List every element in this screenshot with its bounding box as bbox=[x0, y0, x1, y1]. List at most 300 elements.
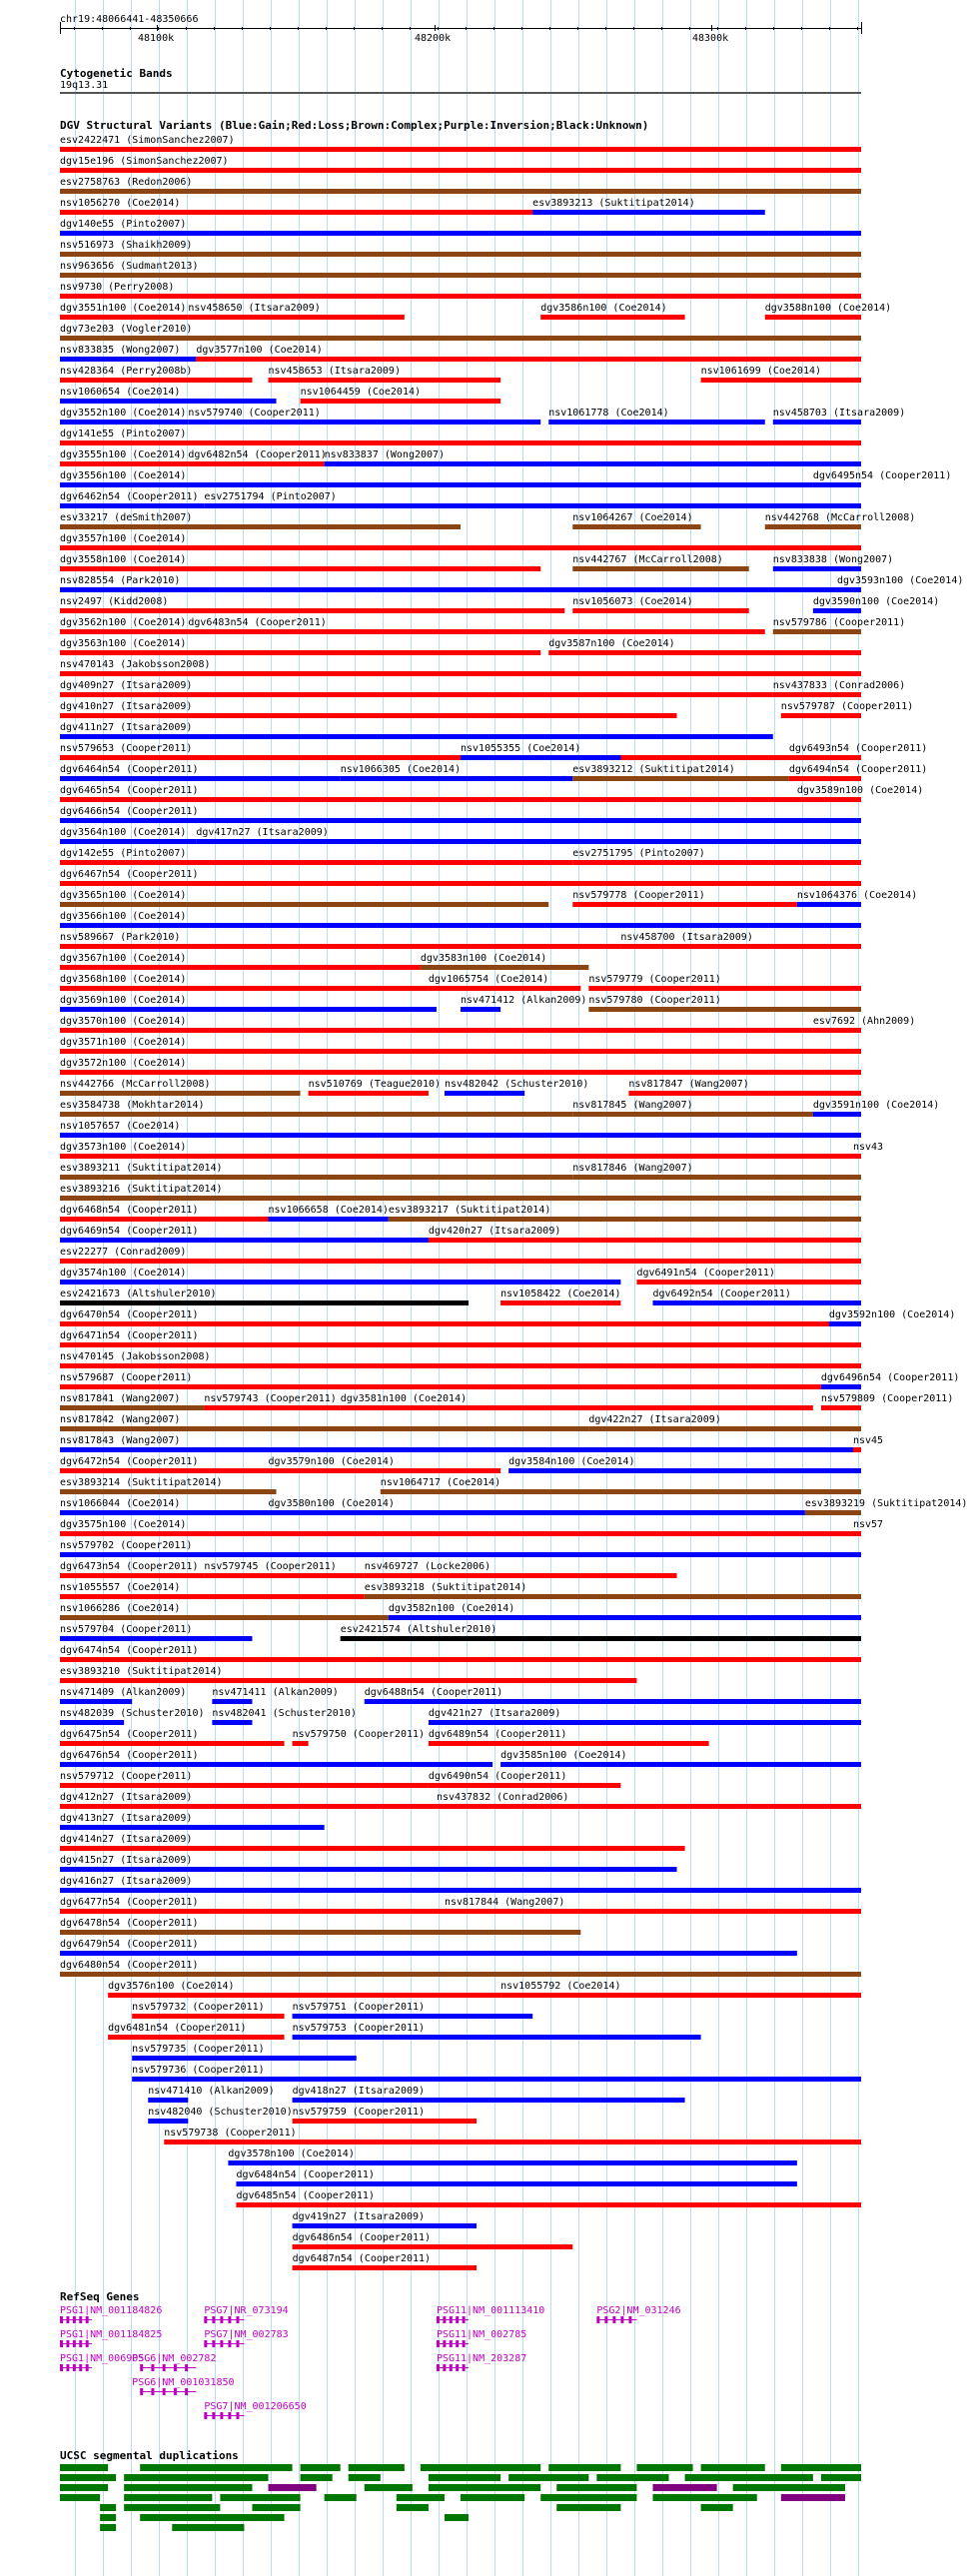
dgv-variant-label[interactable]: dgv3551n100 (Coe2014) bbox=[60, 303, 187, 314]
dgv-variant-label[interactable]: dgv417n27 (Itsara2009) bbox=[196, 827, 329, 838]
dgv-variant-label[interactable]: dgv3586n100 (Coe2014) bbox=[540, 303, 667, 314]
gene-exon bbox=[450, 2340, 453, 2347]
dgv-variant-label[interactable]: dgv6467n54 (Cooper2011) bbox=[60, 869, 199, 880]
gene-exon bbox=[450, 2364, 453, 2371]
dgv-variant-label[interactable]: nsv589667 (Park2010) bbox=[60, 932, 181, 943]
dgv-variant-label[interactable]: nsv442766 (McCarroll2008) bbox=[60, 1079, 211, 1090]
dgv-variant-label[interactable]: nsv2497 (Kidd2008) bbox=[60, 596, 169, 607]
dgv-variant-label[interactable]: dgv3579n100 (Coe2014) bbox=[268, 1456, 395, 1467]
dgv-variant-label[interactable]: dgv6489n54 (Cooper2011) bbox=[428, 1729, 567, 1740]
dgv-track-title[interactable]: DGV Structural Variants (Blue:Gain;Red:Loss;Brown:Complex;Purple:Inversion;Black:Unknown) bbox=[60, 119, 649, 132]
dgv-variant-label[interactable]: nsv817842 (Wang2007) bbox=[60, 1414, 181, 1425]
dgv-variant-label[interactable]: dgv3568n100 (Coe2014) bbox=[60, 974, 187, 985]
segdup-bar bbox=[556, 2504, 620, 2511]
dgv-variant-label[interactable]: dgv6470n54 (Cooper2011) bbox=[60, 1309, 199, 1320]
dgv-variant-bar bbox=[636, 1280, 861, 1285]
dgv-variant-bar bbox=[60, 902, 548, 907]
dgv-variant-label[interactable]: nsv579712 (Cooper2011) bbox=[60, 1771, 193, 1782]
segdup-bar bbox=[252, 2504, 300, 2511]
dgv-variant-bar bbox=[60, 315, 188, 320]
dgv-variant-label[interactable]: dgv140e55 (Pinto2007) bbox=[60, 219, 187, 230]
dgv-variant-label[interactable]: dgv414n27 (Itsara2009) bbox=[60, 1834, 193, 1845]
dgv-variant-label[interactable]: dgv3574n100 (Coe2014) bbox=[60, 1268, 187, 1279]
ruler-minor-tick bbox=[102, 27, 103, 30]
dgv-variant-label[interactable]: dgv6483n54 (Cooper2011) bbox=[188, 617, 327, 628]
dgv-variant-label[interactable]: dgv3572n100 (Coe2014) bbox=[60, 1058, 187, 1069]
dgv-variant-label[interactable]: esv2421673 (Altshuler2010) bbox=[60, 1288, 217, 1299]
dgv-variant-label[interactable]: dgv3564n100 (Coe2014) bbox=[60, 827, 187, 838]
dgv-variant-label[interactable]: dgv409n27 (Itsara2009) bbox=[60, 680, 193, 691]
dgv-variant-label[interactable]: esv2422471 (SimonSanchez2007) bbox=[60, 135, 235, 146]
gene-exon bbox=[628, 2316, 631, 2323]
dgv-variant-label[interactable]: nsv579702 (Cooper2011) bbox=[60, 1540, 193, 1551]
dgv-variant-label[interactable]: dgv3558n100 (Coe2014) bbox=[60, 554, 187, 565]
dgv-variant-bar bbox=[132, 2056, 357, 2061]
dgv-variant-label[interactable]: esv3893219 (Suktitipat2014) bbox=[804, 1498, 967, 1509]
dgv-variant-label[interactable]: nsv579780 (Cooper2011) bbox=[588, 995, 721, 1006]
dgv-variant-label[interactable]: nsv45 bbox=[852, 1435, 884, 1446]
dgv-variant-bar bbox=[132, 2014, 284, 2019]
dgv-variant-label[interactable]: nsv57 bbox=[852, 1519, 884, 1530]
dgv-variant-label[interactable]: nsv471412 (Alkan2009) bbox=[461, 995, 587, 1006]
dgv-variant-bar bbox=[789, 755, 861, 760]
refseq-gene-label[interactable]: PSG6|NM_002782 bbox=[132, 2353, 217, 2364]
gene-exon bbox=[228, 2412, 231, 2419]
segdup-bar bbox=[397, 2504, 429, 2511]
dgv-variant-label[interactable]: dgv415n27 (Itsara2009) bbox=[60, 1855, 193, 1866]
dgv-variant-label[interactable]: esv3893217 (Suktitipat2014) bbox=[388, 1205, 551, 1216]
dgv-variant-label[interactable]: esv3893214 (Suktitipat2014) bbox=[60, 1477, 223, 1488]
ruler-minor-tick bbox=[521, 27, 522, 30]
dgv-variant-label[interactable]: dgv6493n54 (Cooper2011) bbox=[788, 743, 928, 754]
dgv-variant-label[interactable]: nsv579653 (Cooper2011) bbox=[60, 743, 193, 754]
segdup-bar bbox=[100, 2514, 116, 2521]
dgv-variant-label[interactable]: nsv437833 (Conrad2006) bbox=[772, 680, 906, 691]
dgv-variant-label[interactable]: dgv3556n100 (Coe2014) bbox=[60, 470, 187, 481]
dgv-variant-label[interactable]: nsv833835 (Wong2007) bbox=[60, 345, 181, 356]
dgv-variant-label[interactable]: nsv817843 (Wang2007) bbox=[60, 1435, 181, 1446]
dgv-variant-label[interactable]: dgv3578n100 (Coe2014) bbox=[228, 2148, 355, 2159]
dgv-variant-label[interactable]: nsv1060654 (Coe2014) bbox=[60, 387, 181, 398]
dgv-variant-label[interactable]: dgv3576n100 (Coe2014) bbox=[108, 1981, 235, 1992]
dgv-variant-bar bbox=[60, 503, 204, 508]
dgv-variant-label[interactable]: dgv6472n54 (Cooper2011) bbox=[60, 1456, 199, 1467]
dgv-variant-label[interactable]: esv33217 (deSmith2007) bbox=[60, 512, 193, 523]
segdup-bar bbox=[325, 2494, 357, 2501]
dgv-variant-label[interactable]: dgv6488n54 (Cooper2011) bbox=[364, 1687, 503, 1698]
dgv-variant-label[interactable]: nsv428364 (Perry2008b) bbox=[60, 366, 193, 377]
cytoband-label: 19q13.31 bbox=[60, 80, 109, 91]
dgv-variant-label[interactable]: dgv6477n54 (Cooper2011) bbox=[60, 1897, 199, 1908]
dgv-variant-label[interactable]: dgv6484n54 (Cooper2011) bbox=[236, 2169, 375, 2180]
dgv-variant-label[interactable]: dgv6474n54 (Cooper2011) bbox=[60, 1645, 199, 1656]
dgv-variant-bar bbox=[60, 1238, 429, 1243]
dgv-variant-label[interactable]: nsv579687 (Cooper2011) bbox=[60, 1372, 193, 1383]
gene-exon bbox=[174, 2364, 177, 2371]
dgv-variant-bar bbox=[188, 315, 405, 320]
ruler-minor-tick bbox=[270, 27, 271, 30]
dgv-variant-bar bbox=[60, 1678, 636, 1683]
dgv-variant-label[interactable]: dgv6482n54 (Cooper2011) bbox=[188, 449, 327, 460]
dgv-variant-label[interactable]: dgv6481n54 (Cooper2011) bbox=[108, 2023, 247, 2034]
dgv-variant-label[interactable]: esv3893213 (Suktitipat2014) bbox=[532, 198, 695, 209]
dgv-variant-bar bbox=[813, 608, 861, 613]
dgv-variant-bar bbox=[148, 2098, 188, 2103]
dgv-variant-bar bbox=[60, 965, 421, 970]
gene-exon bbox=[228, 2340, 231, 2347]
dgv-variant-label[interactable]: dgv416n27 (Itsara2009) bbox=[60, 1876, 193, 1887]
gene-exon bbox=[463, 2340, 466, 2347]
dgv-variant-label[interactable]: dgv3552n100 (Coe2014) bbox=[60, 408, 187, 419]
dgv-variant-label[interactable]: dgv6465n54 (Cooper2011) bbox=[60, 785, 199, 796]
dgv-variant-label[interactable]: dgv6478n54 (Cooper2011) bbox=[60, 1918, 199, 1929]
dgv-variant-label[interactable]: dgv6490n54 (Cooper2011) bbox=[428, 1771, 567, 1782]
dgv-variant-label[interactable]: dgv3570n100 (Coe2014) bbox=[60, 1016, 187, 1027]
dgv-variant-label[interactable]: nsv1066305 (Coe2014) bbox=[340, 764, 462, 775]
dgv-variant-bar bbox=[60, 1154, 861, 1159]
dgv-variant-bar bbox=[429, 1741, 709, 1746]
dgv-variant-label[interactable]: dgv6492n54 (Cooper2011) bbox=[652, 1288, 791, 1299]
dgv-variant-label[interactable]: nsv1061699 (Coe2014) bbox=[700, 366, 822, 377]
gene-exon bbox=[437, 2364, 440, 2371]
dgv-variant-label[interactable]: dgv6480n54 (Cooper2011) bbox=[60, 1960, 199, 1971]
grid-line bbox=[634, 0, 635, 2576]
dgv-variant-label[interactable]: nsv817846 (Wang2007) bbox=[572, 1163, 693, 1174]
dgv-variant-bar bbox=[60, 1280, 620, 1285]
dgv-variant-label[interactable]: esv3893211 (Suktitipat2014) bbox=[60, 1163, 223, 1174]
dgv-variant-label[interactable]: dgv6494n54 (Cooper2011) bbox=[788, 764, 928, 775]
ruler-minor-tick bbox=[633, 27, 634, 30]
gene-exon bbox=[66, 2364, 69, 2371]
dgv-variant-bar bbox=[60, 587, 837, 592]
dgv-variant-label[interactable]: nsv1061778 (Coe2014) bbox=[548, 408, 669, 419]
dgv-variant-label[interactable]: nsv828554 (Park2010) bbox=[60, 575, 181, 586]
dgv-variant-label[interactable]: dgv6464n54 (Cooper2011) bbox=[60, 764, 199, 775]
dgv-variant-label[interactable]: nsv1056073 (Coe2014) bbox=[572, 596, 693, 607]
ruler-minor-tick bbox=[493, 27, 494, 30]
ruler-minor-tick bbox=[242, 27, 243, 30]
dgv-variant-label[interactable]: nsv1056270 (Coe2014) bbox=[60, 198, 181, 209]
dgv-variant-label[interactable]: dgv3590n100 (Coe2014) bbox=[812, 596, 940, 607]
dgv-variant-label[interactable]: nsv510769 (Teague2010) bbox=[308, 1079, 442, 1090]
dgv-variant-label[interactable]: dgv3563n100 (Coe2014) bbox=[60, 638, 187, 649]
dgv-variant-label[interactable]: esv3584738 (Mokhtar2014) bbox=[60, 1100, 205, 1111]
refseq-gene-label[interactable]: PSG1|NM_006905 bbox=[60, 2353, 145, 2364]
dgv-variant-label[interactable]: nsv963656 (Sudmant2013) bbox=[60, 261, 199, 272]
dgv-variant-label[interactable]: dgv6495n54 (Cooper2011) bbox=[812, 470, 952, 481]
dgv-variant-bar bbox=[60, 797, 861, 802]
dgv-variant-bar bbox=[60, 839, 196, 844]
ruler-tick bbox=[711, 25, 712, 31]
dgv-variant-label[interactable]: nsv470145 (Jakobsson2008) bbox=[60, 1351, 211, 1362]
dgv-variant-bar bbox=[60, 1447, 853, 1452]
dgv-variant-label[interactable]: nsv442768 (McCarroll2008) bbox=[764, 512, 916, 523]
refseq-gene-label[interactable]: PSG7|NM_001206650 bbox=[204, 2401, 307, 2412]
dgv-variant-label[interactable]: dgv6485n54 (Cooper2011) bbox=[236, 2190, 375, 2201]
dgv-variant-label[interactable]: dgv3582n100 (Coe2014) bbox=[388, 1603, 515, 1614]
dgv-variant-bar bbox=[532, 210, 765, 215]
dgv-variant-label[interactable]: esv2751795 (Pinto2007) bbox=[572, 848, 705, 859]
segdup-bar bbox=[556, 2484, 636, 2491]
dgv-variant-label[interactable]: nsv458650 (Itsara2009) bbox=[188, 303, 321, 314]
dgv-variant-label[interactable]: esv22277 (Conrad2009) bbox=[60, 1247, 187, 1258]
dgv-variant-label[interactable]: dgv419n27 (Itsara2009) bbox=[292, 2211, 426, 2222]
dgv-variant-bar bbox=[188, 461, 324, 466]
dgv-variant-label[interactable]: nsv482039 (Schuster2010) bbox=[60, 1708, 205, 1719]
dgv-variant-label[interactable]: dgv6486n54 (Cooper2011) bbox=[292, 2232, 432, 2243]
dgv-variant-label[interactable]: dgv6462n54 (Cooper2011) bbox=[60, 491, 199, 502]
dgv-variant-bar bbox=[853, 1154, 861, 1159]
dgv-variant-label[interactable]: nsv1064376 (Coe2014) bbox=[796, 890, 918, 901]
dgv-variant-label[interactable]: nsv437832 (Conrad2006) bbox=[436, 1792, 569, 1803]
dgv-variant-label[interactable]: dgv3562n100 (Coe2014) bbox=[60, 617, 187, 628]
dgv-variant-bar bbox=[60, 440, 861, 445]
dgv-variant-label[interactable]: nsv469727 (Locke2006) bbox=[364, 1561, 491, 1572]
dgv-variant-label[interactable]: dgv6475n54 (Cooper2011) bbox=[60, 1729, 199, 1740]
refseq-gene-label[interactable]: PSG11|NM_203287 bbox=[436, 2353, 527, 2364]
dgv-variant-label[interactable]: nsv579745 (Cooper2011) bbox=[204, 1561, 337, 1572]
dgv-variant-label[interactable]: dgv6487n54 (Cooper2011) bbox=[292, 2253, 432, 2264]
dgv-variant-label[interactable]: dgv141e55 (Pinto2007) bbox=[60, 429, 187, 439]
dgv-variant-bar bbox=[60, 923, 861, 928]
dgv-variant-label[interactable]: nsv833837 (Wong2007) bbox=[324, 449, 446, 460]
ruler-minor-tick bbox=[214, 27, 215, 30]
dgv-variant-label[interactable]: dgv3555n100 (Coe2014) bbox=[60, 449, 187, 460]
gene-exon bbox=[86, 2316, 89, 2323]
dgv-variant-label[interactable]: nsv442767 (McCarroll2008) bbox=[572, 554, 723, 565]
dgv-variant-label[interactable]: nsv579735 (Cooper2011) bbox=[132, 2044, 265, 2055]
dgv-variant-label[interactable]: dgv6496n54 (Cooper2011) bbox=[820, 1372, 960, 1383]
dgv-variant-bar bbox=[588, 1007, 861, 1012]
dgv-variant-label[interactable]: nsv579740 (Cooper2011) bbox=[188, 408, 321, 419]
dgv-variant-label[interactable]: nsv1066658 (Coe2014) bbox=[268, 1205, 389, 1216]
dgv-variant-label[interactable]: dgv3569n100 (Coe2014) bbox=[60, 995, 187, 1006]
dgv-variant-bar bbox=[293, 2244, 573, 2249]
ruler-minor-tick bbox=[298, 27, 299, 30]
dgv-variant-label[interactable]: nsv579778 (Cooper2011) bbox=[572, 890, 705, 901]
segdup-bar bbox=[429, 2484, 540, 2491]
dgv-variant-label[interactable]: nsv1066286 (Coe2014) bbox=[60, 1603, 181, 1614]
dgv-variant-label[interactable]: dgv3580n100 (Coe2014) bbox=[268, 1498, 395, 1509]
dgv-variant-label[interactable]: nsv817841 (Wang2007) bbox=[60, 1393, 181, 1404]
refseq-gene-label[interactable]: PSG7|NM_002783 bbox=[204, 2329, 289, 2340]
refseq-track-title[interactable]: RefSeq Genes bbox=[60, 2290, 140, 2303]
dgv-variant-label[interactable]: dgv6469n54 (Cooper2011) bbox=[60, 1226, 199, 1237]
cytoband-bar bbox=[60, 92, 861, 94]
dgv-variant-label[interactable]: dgv15e196 (SimonSanchez2007) bbox=[60, 156, 229, 167]
dgv-variant-label[interactable]: dgv3575n100 (Coe2014) bbox=[60, 1519, 187, 1530]
dgv-variant-label[interactable]: nsv482042 (Schuster2010) bbox=[444, 1079, 589, 1090]
dgv-variant-bar bbox=[204, 1573, 364, 1578]
refseq-gene-label[interactable]: PSG1|NM_001184825 bbox=[60, 2329, 163, 2340]
dgv-variant-label[interactable]: nsv579751 (Cooper2011) bbox=[292, 2002, 426, 2013]
dgv-variant-label[interactable]: nsv1064717 (Coe2014) bbox=[380, 1477, 501, 1488]
dgv-variant-label[interactable]: dgv420n27 (Itsara2009) bbox=[428, 1226, 561, 1237]
dgv-variant-label[interactable]: nsv482041 (Schuster2010) bbox=[212, 1708, 357, 1719]
dgv-variant-bar bbox=[548, 420, 765, 425]
dgv-variant-label[interactable]: dgv6468n54 (Cooper2011) bbox=[60, 1205, 199, 1216]
dgv-variant-bar bbox=[461, 755, 620, 760]
dgv-variant-label[interactable]: nsv833838 (Wong2007) bbox=[772, 554, 894, 565]
dgv-variant-label[interactable]: nsv579704 (Cooper2011) bbox=[60, 1624, 193, 1635]
tick-label-48300k: 48300k bbox=[692, 33, 729, 44]
dgv-variant-label[interactable]: dgv3566n100 (Coe2014) bbox=[60, 911, 187, 922]
dgv-variant-label[interactable]: nsv579759 (Cooper2011) bbox=[292, 2107, 426, 2118]
dgv-variant-label[interactable]: nsv1055355 (Coe2014) bbox=[461, 743, 581, 754]
tick-label-48100k: 48100k bbox=[138, 33, 175, 44]
dgv-variant-bar bbox=[60, 1594, 365, 1599]
refseq-gene-label[interactable]: PSG11|NM_002785 bbox=[436, 2329, 527, 2340]
cytoband-track-title[interactable]: Cytogenetic Bands bbox=[60, 67, 173, 80]
refseq-gene-label[interactable]: PSG2|NM_031246 bbox=[596, 2305, 681, 2316]
dgv-variant-label[interactable]: nsv471409 (Alkan2009) bbox=[60, 1687, 187, 1698]
dgv-variant-label[interactable]: dgv3588n100 (Coe2014) bbox=[764, 303, 892, 314]
dgv-variant-label[interactable]: dgv73e203 (Vogler2010) bbox=[60, 324, 193, 335]
dgv-variant-label[interactable]: dgv421n27 (Itsara2009) bbox=[428, 1708, 561, 1719]
segdup-track-title[interactable]: UCSC segmental duplications bbox=[60, 2449, 239, 2462]
dgv-variant-label[interactable]: nsv470143 (Jakobsson2008) bbox=[60, 659, 211, 670]
dgv-variant-label[interactable]: esv3893212 (Suktitipat2014) bbox=[572, 764, 735, 775]
dgv-variant-label[interactable]: dgv3585n100 (Coe2014) bbox=[500, 1750, 627, 1761]
dgv-variant-label[interactable]: nsv1058422 (Coe2014) bbox=[500, 1288, 621, 1299]
dgv-variant-label[interactable]: nsv1055792 (Coe2014) bbox=[500, 1981, 621, 1992]
dgv-variant-label[interactable]: dgv6479n54 (Cooper2011) bbox=[60, 1939, 199, 1950]
dgv-variant-label[interactable]: nsv458700 (Itsara2009) bbox=[620, 932, 753, 943]
dgv-variant-label[interactable]: dgv1065754 (Coe2014) bbox=[428, 974, 549, 985]
dgv-variant-bar bbox=[500, 1993, 861, 1998]
dgv-variant-label[interactable]: dgv6466n54 (Cooper2011) bbox=[60, 806, 199, 817]
dgv-variant-label[interactable]: nsv579809 (Cooper2011) bbox=[820, 1393, 954, 1404]
refseq-gene-label[interactable]: PSG7|NR_073194 bbox=[204, 2305, 289, 2316]
dgv-variant-label[interactable]: nsv579750 (Cooper2011) bbox=[292, 1729, 426, 1740]
dgv-variant-label[interactable]: dgv3592n100 (Coe2014) bbox=[828, 1309, 956, 1320]
gene-exon bbox=[456, 2364, 459, 2371]
dgv-variant-label[interactable]: nsv579779 (Cooper2011) bbox=[588, 974, 721, 985]
dgv-variant-bar bbox=[236, 2181, 796, 2186]
tick-label-48200k: 48200k bbox=[415, 33, 452, 44]
dgv-variant-bar bbox=[60, 1405, 204, 1410]
segdup-bar bbox=[445, 2514, 469, 2521]
dgv-variant-label[interactable]: nsv471410 (Alkan2009) bbox=[148, 2086, 275, 2097]
dgv-variant-label[interactable]: esv2758763 (Redon2006) bbox=[60, 177, 193, 188]
dgv-variant-label[interactable]: esv2421574 (Altshuler2010) bbox=[340, 1624, 497, 1635]
dgv-variant-bar bbox=[60, 1384, 821, 1389]
dgv-variant-label[interactable]: nsv579753 (Cooper2011) bbox=[292, 2023, 426, 2034]
gene-exon bbox=[151, 2364, 154, 2371]
dgv-variant-label[interactable]: nsv817844 (Wang2007) bbox=[444, 1897, 565, 1908]
dgv-variant-label[interactable]: dgv3557n100 (Coe2014) bbox=[60, 533, 187, 544]
refseq-gene-label[interactable]: PSG6|NM_001031850 bbox=[132, 2377, 235, 2388]
dgv-variant-label[interactable]: dgv3567n100 (Coe2014) bbox=[60, 953, 187, 964]
dgv-variant-label[interactable]: dgv3581n100 (Coe2014) bbox=[340, 1393, 468, 1404]
segdup-bar bbox=[100, 2524, 116, 2531]
dgv-variant-bar bbox=[829, 1321, 861, 1326]
segdup-bar bbox=[733, 2484, 845, 2491]
dgv-variant-label[interactable]: nsv579738 (Cooper2011) bbox=[164, 2128, 297, 2139]
dgv-variant-bar bbox=[797, 902, 861, 907]
dgv-variant-label[interactable]: nsv579732 (Cooper2011) bbox=[132, 2002, 265, 2013]
dgv-variant-bar bbox=[588, 986, 861, 991]
dgv-variant-label[interactable]: esv3893210 (Suktitipat2014) bbox=[60, 1666, 223, 1677]
dgv-variant-label[interactable]: nsv43 bbox=[852, 1142, 884, 1153]
dgv-variant-label[interactable]: esv3893216 (Suktitipat2014) bbox=[60, 1184, 223, 1195]
dgv-variant-bar bbox=[341, 1636, 861, 1641]
dgv-variant-label[interactable]: dgv142e55 (Pinto2007) bbox=[60, 848, 187, 859]
dgv-variant-label[interactable]: nsv9730 (Perry2008) bbox=[60, 282, 175, 293]
dgv-variant-label[interactable]: dgv3583n100 (Coe2014) bbox=[420, 953, 547, 964]
dgv-variant-bar bbox=[572, 566, 748, 571]
segdup-bar bbox=[781, 2464, 861, 2471]
dgv-variant-label[interactable]: nsv1064459 (Coe2014) bbox=[300, 387, 422, 398]
dgv-variant-label[interactable]: dgv413n27 (Itsara2009) bbox=[60, 1813, 193, 1824]
dgv-variant-label[interactable]: dgv422n27 (Itsara2009) bbox=[588, 1414, 721, 1425]
dgv-variant-label[interactable]: dgv6473n54 (Cooper2011) bbox=[60, 1561, 199, 1572]
dgv-variant-label[interactable]: dgv411n27 (Itsara2009) bbox=[60, 722, 193, 733]
gene-exon bbox=[60, 2316, 63, 2323]
dgv-variant-label[interactable]: nsv579743 (Cooper2011) bbox=[204, 1393, 337, 1404]
dgv-variant-label[interactable]: dgv3589n100 (Coe2014) bbox=[796, 785, 924, 796]
refseq-gene-label[interactable]: PSG11|NM_001113410 bbox=[436, 2305, 545, 2316]
dgv-variant-label[interactable]: dgv6471n54 (Cooper2011) bbox=[60, 1330, 199, 1341]
dgv-variant-label[interactable]: nsv1064267 (Coe2014) bbox=[572, 512, 693, 523]
dgv-variant-label[interactable]: dgv6491n54 (Cooper2011) bbox=[636, 1268, 775, 1279]
dgv-variant-label[interactable]: dgv3577n100 (Coe2014) bbox=[196, 345, 323, 356]
dgv-variant-bar bbox=[381, 1489, 861, 1494]
dgv-variant-label[interactable]: dgv3593n100 (Coe2014) bbox=[836, 575, 964, 586]
dgv-variant-label[interactable]: nsv516973 (Shaikh2009) bbox=[60, 240, 193, 251]
dgv-variant-label[interactable]: dgv412n27 (Itsara2009) bbox=[60, 1792, 193, 1803]
dgv-variant-label[interactable]: nsv817847 (Wang2007) bbox=[628, 1079, 749, 1090]
dgv-variant-bar bbox=[500, 1300, 620, 1305]
dgv-variant-bar bbox=[588, 1426, 861, 1431]
dgv-variant-label[interactable]: dgv3587n100 (Coe2014) bbox=[548, 638, 675, 649]
dgv-variant-bar bbox=[508, 1468, 861, 1473]
dgv-variant-label[interactable]: nsv1057657 (Coe2014) bbox=[60, 1121, 181, 1132]
dgv-variant-label[interactable]: nsv458653 (Itsara2009) bbox=[268, 366, 401, 377]
dgv-variant-label[interactable]: dgv3571n100 (Coe2014) bbox=[60, 1037, 187, 1048]
gene-exon bbox=[620, 2316, 623, 2323]
dgv-variant-label[interactable]: nsv1055557 (Coe2014) bbox=[60, 1582, 181, 1593]
dgv-variant-label[interactable]: dgv3584n100 (Coe2014) bbox=[508, 1456, 635, 1467]
dgv-variant-label[interactable]: nsv579736 (Cooper2011) bbox=[132, 2065, 265, 2076]
refseq-gene-label[interactable]: PSG1|NM_001184826 bbox=[60, 2305, 163, 2316]
dgv-variant-label[interactable]: dgv3573n100 (Coe2014) bbox=[60, 1142, 187, 1153]
dgv-variant-label[interactable]: dgv418n27 (Itsara2009) bbox=[292, 2086, 426, 2097]
dgv-variant-label[interactable]: nsv579787 (Cooper2011) bbox=[780, 701, 914, 712]
dgv-variant-label[interactable]: esv2751794 (Pinto2007) bbox=[204, 491, 337, 502]
dgv-variant-label[interactable]: dgv6476n54 (Cooper2011) bbox=[60, 1750, 199, 1761]
dgv-variant-label[interactable]: nsv482040 (Schuster2010) bbox=[148, 2107, 293, 2118]
dgv-variant-label[interactable]: esv3893218 (Suktitipat2014) bbox=[364, 1582, 527, 1593]
dgv-variant-label[interactable]: nsv458703 (Itsara2009) bbox=[772, 408, 906, 419]
dgv-variant-bar bbox=[60, 1972, 861, 1977]
dgv-variant-bar bbox=[60, 1049, 861, 1054]
dgv-variant-label[interactable]: dgv410n27 (Itsara2009) bbox=[60, 701, 193, 712]
dgv-variant-bar bbox=[813, 1112, 861, 1117]
dgv-variant-label[interactable]: nsv1066044 (Coe2014) bbox=[60, 1498, 181, 1509]
dgv-variant-label[interactable]: dgv3591n100 (Coe2014) bbox=[812, 1100, 940, 1111]
dgv-variant-label[interactable]: nsv579786 (Cooper2011) bbox=[772, 617, 906, 628]
dgv-variant-label[interactable]: dgv3565n100 (Coe2014) bbox=[60, 890, 187, 901]
dgv-variant-bar bbox=[60, 147, 861, 152]
gene-exon bbox=[66, 2316, 69, 2323]
dgv-variant-bar bbox=[60, 1259, 861, 1264]
gene-exon bbox=[140, 2364, 143, 2371]
dgv-variant-label[interactable]: esv7692 (Ahn2009) bbox=[812, 1016, 916, 1027]
dgv-variant-label[interactable]: nsv471411 (Alkan2009) bbox=[212, 1687, 339, 1698]
dgv-variant-bar bbox=[60, 168, 861, 173]
dgv-variant-label[interactable]: nsv817845 (Wang2007) bbox=[572, 1100, 693, 1111]
